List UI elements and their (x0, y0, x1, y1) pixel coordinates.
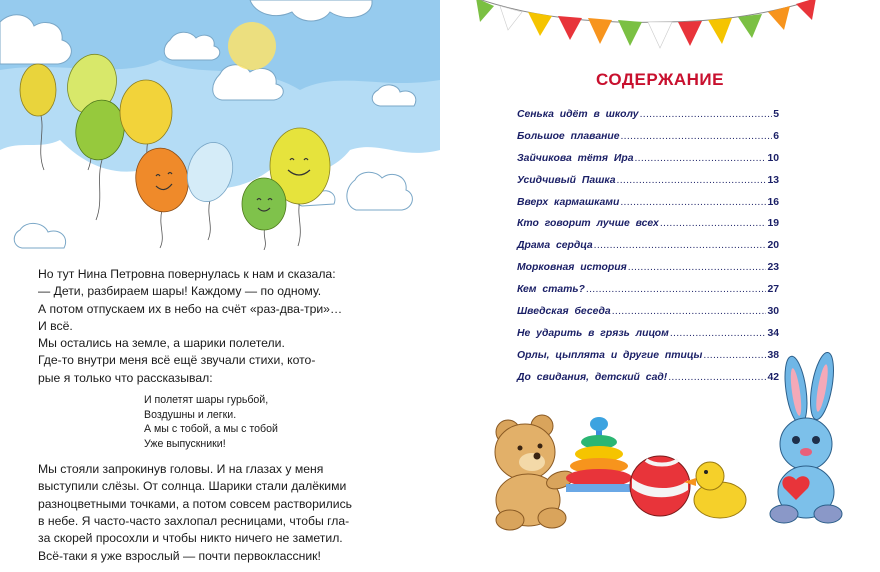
toc-item-page: 16 (767, 196, 779, 208)
story-line: Но тут Нина Петровна повернулась к нам и сказала: (38, 267, 336, 281)
teddy-bear-icon (495, 415, 576, 530)
toc-item-page: 42 (767, 371, 779, 383)
balloons-illustration (0, 0, 440, 250)
toc-item-page: 5 (773, 109, 779, 120)
poem-line: И полетят шары гурьбой, (144, 394, 269, 407)
toc-item-title: Шведская беседа (517, 306, 611, 318)
toc-item-page: 27 (767, 284, 779, 296)
poem-line: Воздушны и легки. (144, 408, 237, 421)
toc-item-page: 10 (767, 152, 779, 164)
toc-item-title: Зайчикова тётя Ира (517, 152, 634, 164)
poem (144, 393, 406, 451)
toc-item[interactable] (517, 175, 779, 197)
toc-item-title: Кем стать? (517, 284, 585, 296)
story-line: выступили слёзы. От солнца. Шарики стали далёкими (38, 479, 347, 494)
toc-item-page: 34 (767, 327, 779, 339)
toc-item-title: До свидания, детский сад! (517, 371, 668, 383)
toc-item[interactable] (517, 306, 779, 328)
toc-item-title: Вверх кармашками (517, 196, 620, 208)
toc-item-title: Орлы, цыплята и другие птицы (517, 349, 703, 361)
ball-icon (630, 456, 690, 516)
bunting-flags (440, 0, 880, 60)
toys-illustration (440, 340, 880, 572)
toc-item-page: 38 (767, 349, 779, 361)
story-line: разноцветными точками, а потом совсем растворились (38, 496, 353, 511)
toc-item-title: Большое плавание (517, 130, 620, 142)
story-line: Где-то внутри меня всё ещё звучали стихи, кото- (38, 353, 316, 368)
toc-item-title: Сенька идёт в школу (517, 109, 639, 120)
toc-item-title: Кто говорит лучше всех (517, 218, 659, 230)
toc-item-title: Не ударить в грязь лицом (517, 327, 669, 339)
toc-item-page: 13 (767, 174, 779, 186)
story-line: — Дети, разбираем шары! Каждому — по одному. (38, 284, 322, 299)
stacking-rings-icon (566, 417, 632, 492)
story-line: Всё-таки я уже взрослый — почти первоклассник! (38, 548, 321, 563)
toc-item-page: 19 (767, 218, 779, 230)
toc-item-page: 30 (767, 306, 779, 318)
toc-item[interactable] (517, 240, 779, 262)
story-text (38, 266, 406, 565)
toc-item[interactable] (517, 153, 779, 175)
toc-item-title: Морковная история (517, 262, 627, 274)
toc-item[interactable] (517, 262, 779, 284)
story-line: рые я только что рассказывал: (38, 370, 213, 385)
story-line: Мы стояли запрокинув головы. И на глазах у меня (38, 462, 324, 477)
toc-item-page: 23 (767, 262, 779, 274)
story-line: за скорей просохли и чтобы никто ничего не заметил. (38, 531, 343, 546)
toc-item-page: 20 (767, 240, 779, 252)
bunny-icon (770, 351, 842, 523)
toc-item-title: Усидчивый Пашка (517, 174, 616, 186)
duck-icon (684, 462, 746, 518)
story-line: И всё. (38, 318, 73, 333)
story-line: в небе. Я часто-часто захлопал ресницами, чтобы гла- (38, 513, 350, 528)
toc-item[interactable] (517, 284, 779, 306)
poem-line: Уже выпускники! (144, 437, 226, 450)
story-line: А потом отпускаем их в небо на счёт «раз-два-три»… (38, 301, 343, 316)
toc-item[interactable] (517, 109, 779, 131)
poem-line: А мы с тобой, а мы с тобой (144, 423, 278, 436)
right-page (440, 0, 880, 572)
story-line: Мы остались на земле, а шарики полетели. (38, 336, 285, 351)
toc-item[interactable] (517, 131, 779, 153)
toc-item-page: 6 (773, 130, 779, 142)
toc-item[interactable] (517, 197, 779, 219)
toc-item-title: Драма сердца (517, 240, 593, 252)
toc-item[interactable] (517, 218, 779, 240)
toc-title: СОДЕРЖАНИЕ (596, 70, 724, 89)
